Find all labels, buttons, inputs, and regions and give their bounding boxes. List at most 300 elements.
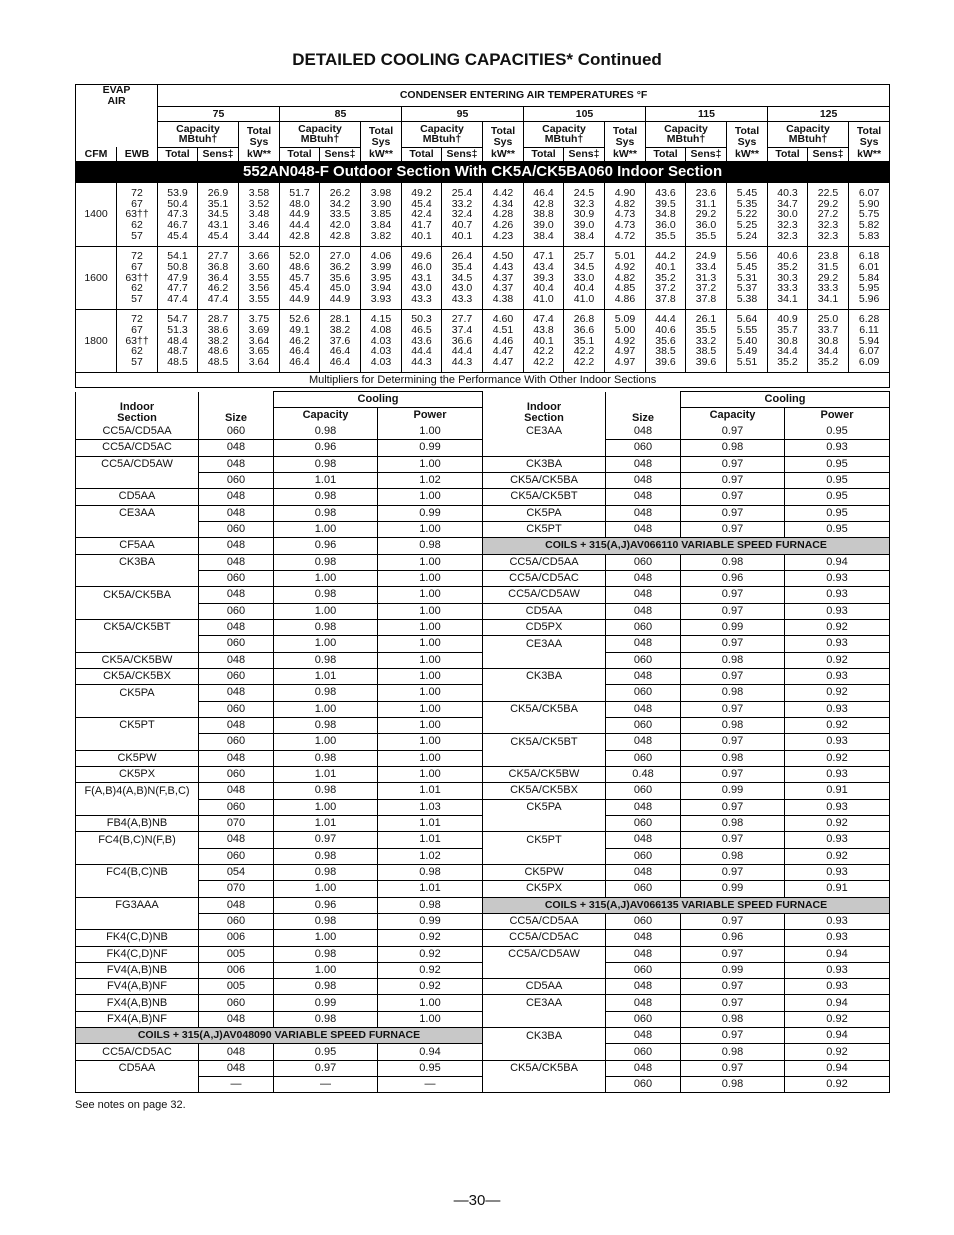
capacity-header: Capacity MBtuh† [524, 121, 605, 147]
capacity: 0.97 [681, 734, 785, 750]
indoor-section: CK5A/CK5BT [483, 489, 606, 505]
value-cell: 36.2 [329, 260, 351, 273]
capacity: 0.99 [274, 995, 378, 1011]
value-cell: 5.96 [858, 292, 880, 305]
capacity: 1.01 [274, 766, 378, 782]
size: 048 [199, 685, 274, 701]
empty-cell [76, 106, 158, 121]
value-column [524, 309, 564, 372]
multiplier-row [76, 864, 890, 880]
cfm-value: 1400 [76, 183, 117, 246]
power: 0.93 [785, 734, 890, 750]
value-cell: 3.94 [370, 282, 392, 295]
multiplier-row [76, 538, 890, 554]
value-column [808, 309, 849, 372]
capacity: 0.99 [681, 881, 785, 897]
capacity: 0.97 [681, 521, 785, 537]
indoor-section: FX4(A,B)NB [76, 995, 199, 1011]
value-cell: 45.4 [289, 282, 310, 295]
capacity: 0.97 [681, 701, 785, 717]
power: 0.98 [378, 897, 483, 913]
indoor-section: CC5A/CD5AA [483, 913, 606, 929]
coils-header-row: COILS + 315(A,J)AV066110 VARIABLE SPEED FURNACE [483, 538, 890, 554]
value-cell: 39.6 [655, 355, 676, 368]
capacity: — [274, 1077, 378, 1093]
value-cell: 36.8 [207, 260, 229, 273]
section-title-band: 552AN048-F Outdoor Section With CK5A/CK5BA060 Indoor Section [76, 161, 890, 183]
value-cell: 3.93 [370, 292, 392, 305]
multipliers-table [75, 391, 890, 1093]
value-cell: 5.24 [736, 229, 758, 242]
capacity: 0.98 [274, 489, 378, 505]
value-cell: 30.9 [573, 208, 595, 221]
indoor-section: CK5PA [119, 686, 155, 699]
capacity: 1.00 [274, 701, 378, 717]
value-cell: 42.2 [573, 345, 595, 358]
value-cell: 44.3 [451, 355, 473, 368]
indoor-section: CC5A/CD5AC [76, 440, 199, 456]
value-cell: 4.26 [492, 219, 514, 231]
value-cell: 29.2 [695, 208, 717, 221]
multiplier-row [76, 636, 890, 652]
value-cell: 47.1 [533, 250, 554, 263]
total-sys-header: Total Sys [727, 121, 768, 147]
multiplier-row [76, 946, 890, 962]
value-cell: 4.47 [492, 355, 514, 368]
value-cell: 43.4 [533, 260, 554, 273]
cfm-value: 1800 [76, 309, 117, 372]
capacity: 0.98 [274, 1011, 378, 1027]
value-column [646, 183, 686, 246]
capacity: 0.97 [681, 1060, 785, 1076]
capacity: 0.98 [274, 750, 378, 766]
power: 0.92 [378, 946, 483, 962]
value-cell: 35.6 [655, 334, 676, 347]
value-cell: 4.06 [370, 250, 392, 263]
indoor-section: CE3AA [118, 507, 156, 520]
capacity: 0.98 [681, 1011, 785, 1027]
page-number: —30— [453, 1192, 501, 1209]
value-cell: 42.4 [411, 208, 432, 221]
value-cell: 47.4 [207, 292, 229, 305]
indoor-section: CK5PA [483, 799, 606, 815]
value-cell: 40.1 [411, 229, 432, 242]
cfm-row [76, 246, 890, 309]
power: 0.92 [785, 1011, 890, 1027]
power: 0.98 [378, 864, 483, 880]
value-column [442, 183, 483, 246]
value-cell: 5.75 [858, 208, 880, 221]
value-cell: 22.5 [817, 186, 839, 199]
size: 060 [606, 685, 681, 701]
value-column [808, 246, 849, 309]
value-column [686, 183, 727, 246]
value-cell: 4.72 [614, 229, 636, 242]
size: 048 [199, 897, 274, 913]
capacity: 0.97 [274, 1060, 378, 1076]
value-column [483, 183, 524, 246]
value-cell: 32.3 [573, 197, 595, 210]
multiplier-row [76, 913, 890, 929]
value-cell: 33.5 [329, 208, 351, 221]
value-cell: 42.2 [533, 355, 554, 368]
power: 1.02 [378, 472, 483, 488]
power: 1.00 [378, 587, 483, 603]
value-cell: 3.55 [248, 271, 270, 284]
size: 006 [199, 962, 274, 978]
indoor-section [76, 799, 199, 815]
value-cell: 3.64 [248, 334, 270, 347]
value-cell: 40.6 [655, 323, 676, 336]
value-cell: 35.2 [777, 355, 798, 368]
indoor-section: CC5A/CD5AW [101, 458, 173, 471]
value-cell: 27.7 [207, 250, 229, 263]
indoor-section [76, 603, 199, 619]
value-cell: 42.2 [573, 355, 595, 368]
value-cell: 40.6 [777, 250, 798, 263]
capacity: 0.98 [681, 848, 785, 864]
capacity: 0.96 [681, 930, 785, 946]
value-cell: 4.97 [614, 345, 636, 358]
size: 060 [606, 440, 681, 456]
value-column [605, 246, 646, 309]
total-header: Total [158, 147, 198, 161]
cfm-header: CFM [76, 147, 117, 161]
size: 048 [199, 717, 274, 733]
value-cell: 3.95 [370, 271, 392, 284]
value-cell: 52.6 [289, 313, 310, 326]
capacity: 0.98 [681, 652, 785, 668]
value-cell: 47.4 [533, 313, 554, 326]
value-cell: 43.0 [411, 282, 432, 295]
size: 048 [606, 864, 681, 880]
value-cell: 47.7 [167, 282, 188, 295]
value-cell: 6.01 [858, 260, 880, 273]
indoor-section: CK5PW [76, 750, 199, 766]
value-cell: 38.6 [207, 323, 229, 336]
indoor-section: FG3AAA [115, 898, 159, 911]
multipliers-body [76, 392, 890, 1093]
value-cell: 4.85 [614, 282, 636, 295]
size: 048 [606, 1060, 681, 1076]
total-sys-header: Total Sys [605, 121, 646, 147]
capacity: 0.97 [681, 799, 785, 815]
power: 0.98 [378, 538, 483, 554]
value-cell: 31.5 [817, 260, 839, 273]
value-column [849, 309, 890, 372]
indoor-section: CK3BA [483, 456, 606, 472]
multiplier-row [76, 424, 890, 440]
power: 1.00 [378, 750, 483, 766]
indoor-section: CC5A/CD5AC [76, 1044, 199, 1060]
size-header: Size [199, 392, 274, 424]
value-cell: 34.4 [777, 345, 798, 358]
value-cell: 4.28 [492, 208, 514, 221]
value-cell: 3.60 [248, 260, 270, 273]
value-cell: 40.7 [451, 219, 473, 231]
power: 0.92 [785, 1044, 890, 1060]
size: 060 [199, 701, 274, 717]
value-column [402, 246, 442, 309]
indoor-section [76, 636, 199, 652]
multiplier-row [76, 995, 890, 1011]
indoor-section [483, 1011, 606, 1027]
indoor-section: CK3BA [118, 556, 156, 569]
value-cell: 3.75 [248, 313, 270, 326]
value-column [564, 183, 605, 246]
kw-header: kW** [727, 147, 768, 161]
value-cell: 6.09 [858, 355, 880, 368]
indoor-section: CE3AA [483, 995, 606, 1011]
value-cell: 24.5 [573, 186, 595, 199]
indoor-section: CC5A/CD5AC [483, 570, 606, 586]
value-cell: 35.6 [329, 271, 351, 284]
size: 048 [606, 1028, 681, 1044]
value-column [198, 309, 239, 372]
value-cell: 53.9 [167, 186, 188, 199]
value-cell: 45.4 [411, 197, 432, 210]
table-header [76, 85, 890, 162]
capacity: 0.97 [681, 587, 785, 603]
power: 0.94 [785, 1060, 890, 1076]
temp-header: 115 [646, 106, 768, 121]
multiplier-row [76, 521, 890, 537]
value-cell: 30.8 [817, 334, 839, 347]
multiplier-row [76, 848, 890, 864]
power: 0.93 [785, 799, 890, 815]
power: 1.00 [378, 717, 483, 733]
value-column [239, 246, 280, 309]
indoor-section [483, 750, 606, 766]
ewb-value: 67 [131, 197, 143, 210]
value-column [483, 246, 524, 309]
value-cell: 3.85 [370, 208, 392, 221]
value-cell: 27.2 [817, 208, 839, 221]
capacity: 1.00 [274, 636, 378, 652]
multiplier-row [76, 440, 890, 456]
value-column [564, 309, 605, 372]
value-cell: 28.1 [329, 313, 351, 326]
value-column [320, 183, 361, 246]
value-cell: 38.2 [329, 323, 351, 336]
multiplier-row [76, 897, 890, 913]
value-cell: 4.73 [614, 219, 636, 231]
value-column [280, 246, 320, 309]
size: 048 [199, 1060, 274, 1076]
power: 0.91 [785, 783, 890, 799]
size: 048 [199, 489, 274, 505]
multiplier-row [76, 979, 890, 995]
value-cell: 37.4 [451, 323, 473, 336]
value-cell: 39.0 [533, 219, 554, 231]
value-cell: 46.0 [411, 260, 432, 273]
indoor-section: FV4(A,B)NF [76, 979, 199, 995]
value-cell: 4.43 [492, 260, 514, 273]
total-sys-header: Total Sys [483, 121, 524, 147]
value-cell: 39.3 [533, 271, 554, 284]
value-cell: 43.6 [411, 334, 432, 347]
size: 060 [606, 652, 681, 668]
value-cell: 34.5 [573, 260, 595, 273]
value-cell: 31.1 [695, 197, 717, 210]
value-column [768, 183, 808, 246]
value-column [198, 246, 239, 309]
value-cell: 38.5 [695, 345, 717, 358]
value-cell: 44.9 [289, 292, 310, 305]
indoor-section: CK5A/CK5BA [483, 1060, 606, 1076]
value-cell: 32.4 [451, 208, 473, 221]
value-cell: 34.1 [777, 292, 798, 305]
capacity: 0.98 [274, 979, 378, 995]
capacity: 0.98 [274, 864, 378, 880]
value-cell: 44.2 [655, 250, 676, 263]
size: 048 [606, 456, 681, 472]
indoor-section: FV4(A,B)NB [76, 962, 199, 978]
capacity: 0.98 [681, 717, 785, 733]
capacity: 0.99 [681, 962, 785, 978]
value-cell: 51.7 [289, 186, 310, 199]
multiplier-row [76, 962, 890, 978]
power: 1.00 [378, 995, 483, 1011]
value-cell: 45.7 [289, 271, 310, 284]
value-cell: 5.45 [736, 260, 758, 273]
power: 1.01 [378, 881, 483, 897]
value-cell: 44.4 [289, 219, 310, 231]
value-cell: 46.4 [329, 345, 351, 358]
capacity: 0.98 [681, 750, 785, 766]
multiplier-row [76, 930, 890, 946]
size: 048 [199, 619, 274, 635]
size: 048 [606, 505, 681, 521]
indoor-section: FK4(C,D)NB [76, 930, 199, 946]
indoor-section [76, 570, 199, 586]
value-cell: 48.6 [207, 345, 229, 358]
capacity: 0.98 [681, 1077, 785, 1093]
value-column [727, 183, 768, 246]
indoor-section [483, 1044, 606, 1060]
value-cell: 48.7 [167, 345, 188, 358]
value-column [686, 309, 727, 372]
power: 1.00 [378, 619, 483, 635]
value-cell: 28.7 [207, 313, 229, 326]
power: 0.93 [785, 832, 890, 848]
value-cell: 5.35 [736, 197, 758, 210]
value-cell: 27.0 [329, 250, 351, 263]
capacity: 0.97 [681, 456, 785, 472]
value-cell: 3.44 [248, 229, 270, 242]
value-cell: 36.6 [451, 334, 473, 347]
value-cell: 4.51 [492, 323, 514, 336]
size: 060 [606, 717, 681, 733]
value-cell: 45.4 [167, 229, 188, 242]
size: — [199, 1077, 274, 1093]
indoor-section: CD5AA [483, 603, 606, 619]
size: 048 [606, 734, 681, 750]
power: 0.92 [785, 815, 890, 831]
value-cell: 48.5 [167, 355, 188, 368]
value-cell: 3.90 [370, 197, 392, 210]
indoor-section: CK5A/CK5BW [76, 652, 199, 668]
value-cell: 33.2 [695, 334, 717, 347]
size: 060 [606, 619, 681, 635]
value-cell: 5.90 [858, 197, 880, 210]
multiplier-row [76, 619, 890, 635]
size: 060 [199, 603, 274, 619]
capacity: 1.00 [274, 962, 378, 978]
size: 048 [199, 1011, 274, 1027]
value-cell: 40.9 [777, 313, 798, 326]
value-cell: 37.2 [695, 282, 717, 295]
value-cell: 3.99 [370, 260, 392, 273]
size: 060 [199, 995, 274, 1011]
value-cell: 3.56 [248, 282, 270, 295]
value-cell: 43.3 [451, 292, 473, 305]
value-cell: 46.7 [167, 219, 188, 231]
indoor-section [483, 652, 606, 668]
value-cell: 33.0 [573, 271, 595, 284]
value-cell: 35.1 [573, 334, 595, 347]
value-cell: 33.7 [817, 323, 839, 336]
indoor-section [76, 1077, 199, 1093]
capacity-header: Capacity MBtuh† [402, 121, 483, 147]
value-cell: 4.37 [492, 271, 514, 284]
power: 0.93 [785, 962, 890, 978]
power: 1.01 [378, 783, 483, 799]
value-column [564, 246, 605, 309]
empty-cell [76, 121, 158, 147]
size: 048 [606, 946, 681, 962]
indoor-section [76, 734, 199, 750]
value-cell: 4.37 [492, 282, 514, 295]
value-cell: 36.0 [695, 219, 717, 231]
size: 060 [199, 570, 274, 586]
value-cell: 40.4 [533, 282, 554, 295]
multiplier-row [76, 1011, 890, 1027]
value-cell: 5.95 [858, 282, 880, 295]
value-cell: 4.47 [492, 345, 514, 358]
multiplier-row [76, 1028, 890, 1044]
total-sys-header: Total Sys [361, 121, 402, 147]
value-cell: 6.07 [858, 186, 880, 199]
capacity: 0.97 [681, 995, 785, 1011]
capacity: 0.97 [681, 766, 785, 782]
value-cell: 34.1 [817, 292, 839, 305]
capacity-header: Capacity MBtuh† [646, 121, 727, 147]
value-cell: 49.1 [289, 323, 310, 336]
power: 1.00 [378, 734, 483, 750]
power: 0.93 [785, 766, 890, 782]
size: 048 [199, 587, 274, 603]
value-cell: 43.0 [451, 282, 473, 295]
power: 0.92 [785, 652, 890, 668]
size: 060 [199, 521, 274, 537]
value-cell: 46.2 [289, 334, 310, 347]
value-cell: 33.2 [451, 197, 473, 210]
value-cell: 3.55 [248, 292, 270, 305]
value-cell: 5.01 [614, 250, 636, 263]
value-cell: 38.8 [533, 208, 554, 221]
value-cell: 50.8 [167, 260, 188, 273]
multiplier-row [76, 570, 890, 586]
sens-header: Sens‡ [442, 147, 483, 161]
value-cell: 4.03 [370, 355, 392, 368]
power: 0.99 [378, 505, 483, 521]
value-cell: 5.49 [736, 345, 758, 358]
indoor-section [76, 881, 199, 897]
size: 048 [606, 995, 681, 1011]
capacity: 0.98 [274, 848, 378, 864]
value-cell: 32.3 [777, 229, 798, 242]
